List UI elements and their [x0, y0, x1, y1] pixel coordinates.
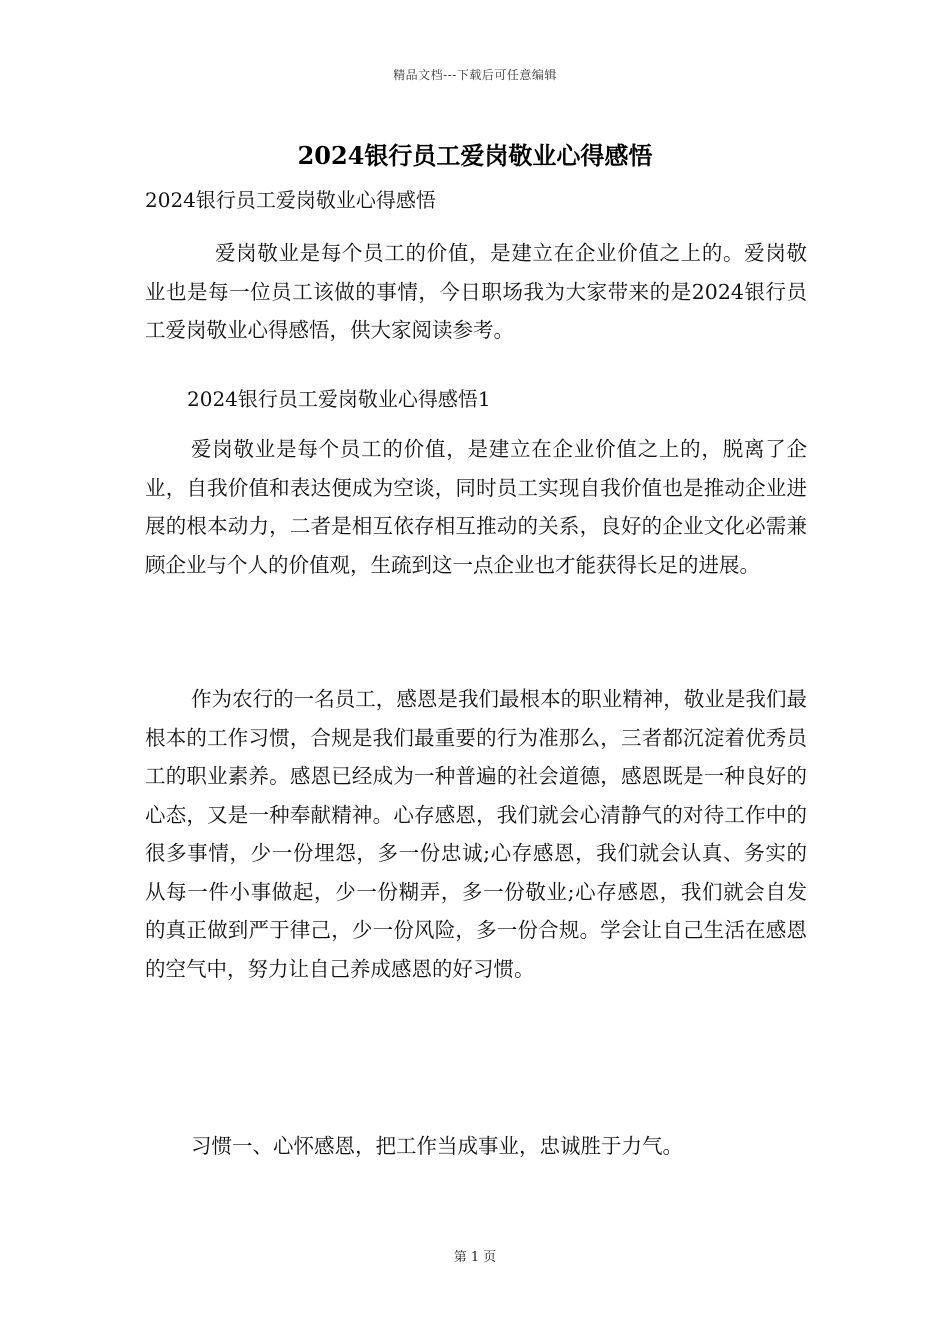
document-title: 2024银行员工爱岗敬业心得感悟 [297, 141, 653, 170]
header-note: 精品文档---下载后可任意编辑 [393, 68, 557, 82]
section-heading: 2024银行员工爱岗敬业心得感悟1 [187, 387, 491, 411]
page-number: 第 1 页 [453, 1250, 497, 1265]
intro-paragraph: 爱岗敬业是每个员工的价值，是建立在企业价值之上的。爱岗敬业也是每一位员工该做的事情，今日职场我为大家带来的是2024银行员工爱岗敬业心得感悟，供大家阅读参考。 [145, 241, 807, 342]
document-subtitle: 2024银行员工爱岗敬业心得感悟 [145, 188, 436, 212]
body-paragraph-2: 作为农行的一名员工，感恩是我们最根本的职业精神，敬业是我们最根本的工作习惯，合规是我们最重要的行为准那么，三者都沉淀着优秀员工的职业素养。感恩已经成为一种普遍的社会道德，感恩既是一种良好的心态，又是一种奉献精神。心存感恩，我们就会心清静气的对待工作中的很多事情，少一份埋怨，多一份忠诚;心存感恩，我们就会认真、务实的从每一件小事做起，少一份糊弄，多一份敬业;心存感恩，我们就会自发的真正做到严于律己，少一份风险，多一份合规。学会让自己生活在感恩的空气中，努力让自己养成感恩的好习惯。 [145, 687, 807, 981]
body-paragraph-1: 爱岗敬业是每个员工的价值，是建立在企业价值之上的，脱离了企业，自我价值和表达便成为空谈，同时员工实现自我价值也是推动企业进展的根本动力，二者是相互依存相互推动的关系，良好的企业文化必需兼顾企业与个人的价值观，生疏到这一点企业也才能获得长足的进展。 [145, 437, 807, 577]
body-paragraph-3: 习惯一、心怀感恩，把工作当成事业，忠诚胜于力气。 [191, 1134, 683, 1158]
